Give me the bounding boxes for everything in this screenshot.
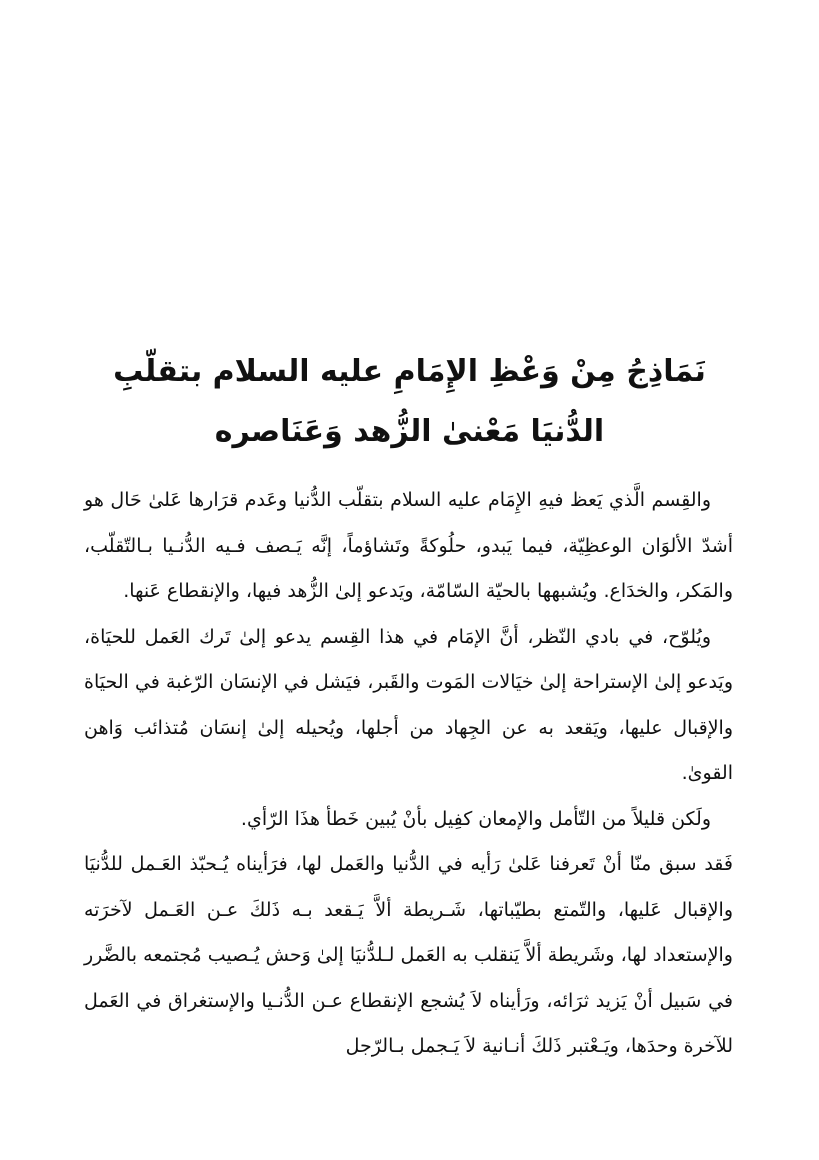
title-line-2: الدُّنيَا مَعْنىٰ الزُّهد وَعَنَاصره <box>214 414 605 449</box>
paragraph-4: فَقد سبق منّا أنْ تَعرفنا عَلىٰ رَأيه في الدُّنيا والعَمل لها، فرَأيناه يُـحبّذ العَـمل للدُّنيَا والإقبال عَليها، والتّمتع بطيّباتها، شَـريطة ألاَّ يَـقعد بـه ذَلكَ عـن العَـمل لآخرَته والإستعداد لها، وشَريطة ألاَّ يَنقلب به العَمل لـلدُّنيَا إلىٰ وَحش يُـصيب مُجتمعه بالضَّرر في سَبيل أنْ يَزيد ثرَائه، ورَأيناه لاَ يُشجع الإنقطاع عـن الدُّنـيا والإستغراق في العَمل للآخرة وحدَها، ويَـعْتبر ذَلكَ أنـانية لاَ يَـجمل بـالرّجل <box>84 853 733 1057</box>
page-title <box>80 342 739 462</box>
paragraph-1: والقِسم الَّذي يَعظ فيهِ الإِمَام عليه السلام بتقلّب الدُّنيا وعَدم قرَارها عَلىٰ حَال هو أشدّ الألوَان الوعظِيّة، فيما يَبدو، حلُوكةً وتَشاؤماً، إنَّه يَـصف فـيه الدُّنـيا بـالتّقلّب، والمَكر، والخدَاع. ويُشبهها بالحيّة السّامّة، ويَدعو إلىٰ الزُّهد فيها، والإنقطاع عَنها. <box>84 489 733 602</box>
paragraph-3: ولَكن قليلاً من التّأمل والإمعان كفِيل بأنْ يُبين خَطأ هذَا الرّأي. <box>240 807 711 830</box>
body-text <box>84 478 733 1070</box>
paragraph-2: ويُلوّح، في بادي النّظر، أنَّ الإمَام في هذا القِسم يدعو إلىٰ تَرك العَمل للحيَاة، ويَدعو إلىٰ الإستراحة إلىٰ خيَالات المَوت والقَبر، فيَشل في الإنسَان الرّغبة في الحيَاة والإقبال عليها، ويَقعد به عن الجِهاد من أجلها، ويُحيله إلىٰ إنسَان مُتذائب وَاهن القوىٰ. <box>84 625 733 784</box>
title-line-1: نَمَاذِجُ مِنْ وَعْظِ الإِمَامِ عليه السلام بتقلّبِ <box>113 354 706 389</box>
